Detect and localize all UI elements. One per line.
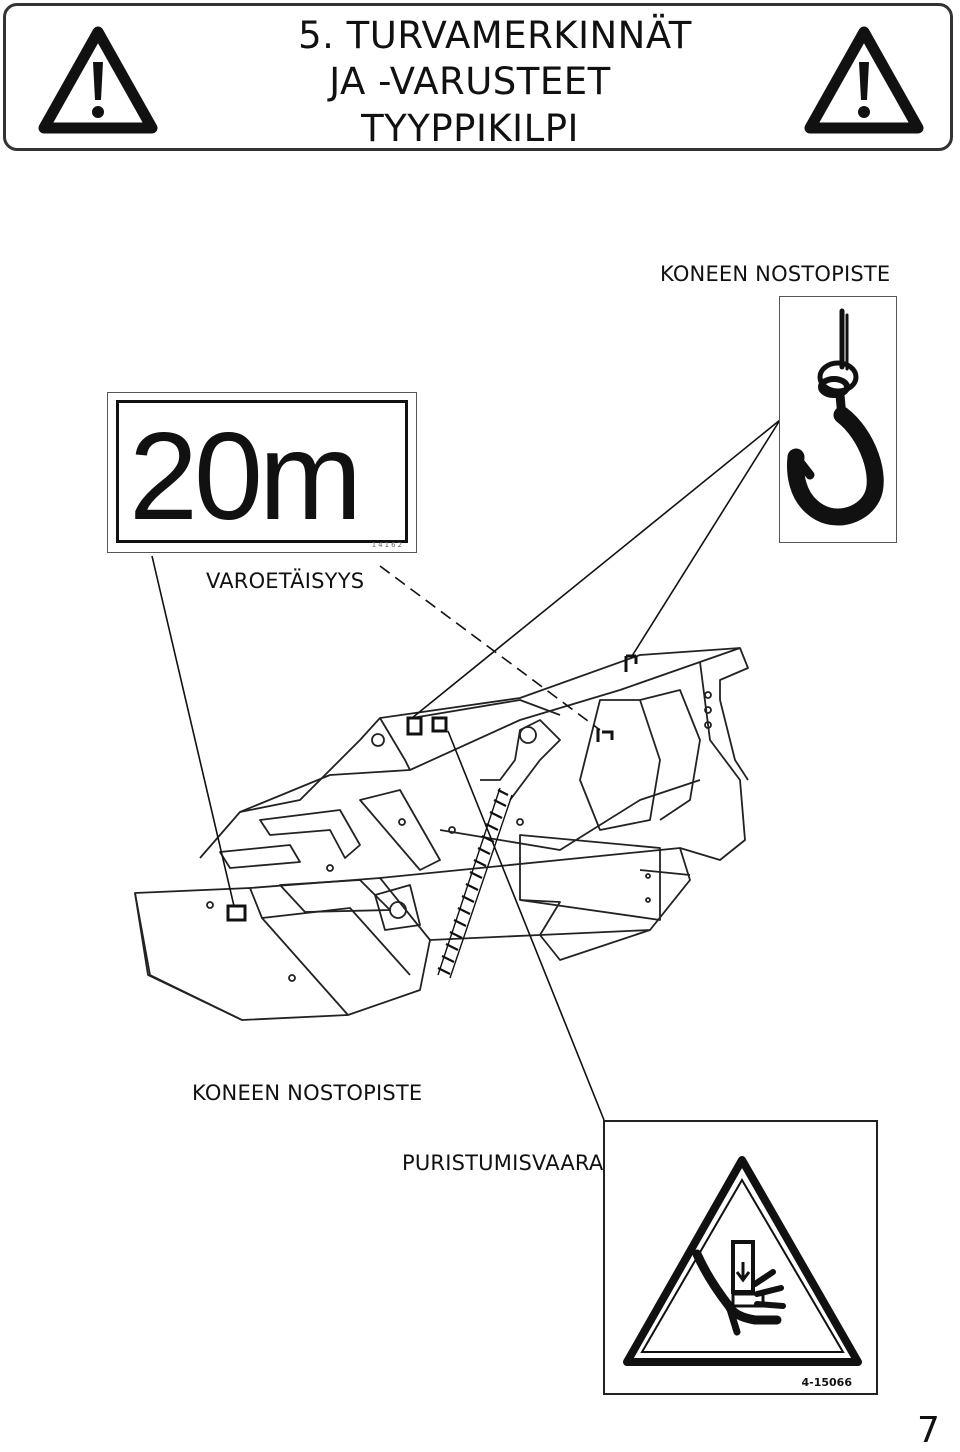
crush-hazard-icon (605, 1122, 876, 1393)
crush-hazard-sign (603, 1120, 878, 1395)
crush-hazard-sign-code: 4-15066 (801, 1376, 852, 1389)
safety-distance-label: VAROETÄISYYS (206, 569, 365, 593)
page-title-line3: TYYPPIKILPI (361, 107, 579, 150)
safety-distance-value: 20m (129, 408, 359, 546)
lift-point-label-bottom: KONEEN NOSTOPISTE (192, 1081, 423, 1105)
safety-distance-sign (107, 392, 417, 553)
page-title-line2: JA -VARUSTEET (329, 60, 611, 103)
page-number: 7 (917, 1410, 940, 1451)
safety-distance-sign-code: 14162 (371, 541, 404, 549)
lifting-point-sign (779, 296, 897, 543)
page-title-line1: 5. TURVAMERKINNÄT (298, 14, 692, 57)
lift-point-label-top: KONEEN NOSTOPISTE (660, 262, 891, 286)
crush-hazard-label: PURISTUMISVAARA (402, 1151, 604, 1175)
lifting-hook-icon (780, 297, 898, 544)
